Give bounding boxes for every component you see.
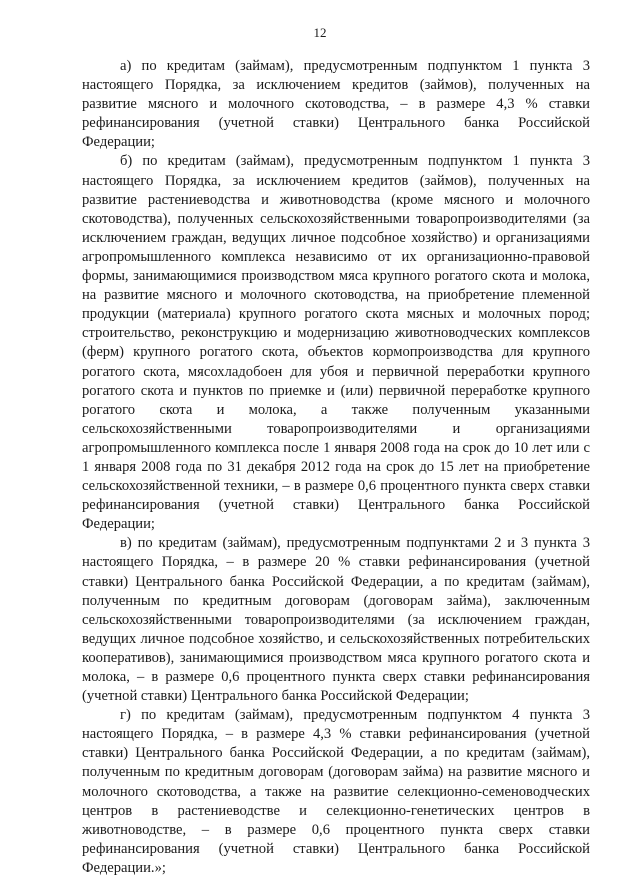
document-body (82, 57, 590, 878)
paragraph-a: а) по кредитам (займам), предусмотренным подпунктом 1 пункта 3 настоящего Порядка, за исключением кредитов (займов), полученных на развитие мясного и молочного скотоводства, – в размере 4,3 % ставки рефинансирования (учетной ставки) Центрального банка Российской Федерации; (82, 58, 590, 151)
paragraph-g: г) по кредитам (займам), предусмотренным подпунктом 4 пункта 3 настоящего Порядка, – в размере 4,3 % ставки рефинансирования (учетной ставки) Центрального банка Российской Федерации, а по кредитам (займам), полученным по кредитным договорам (договорам займа) на развитие мясного и молочного скотоводства, а также на развитие селекционно-семеноводческих центров в растениеводстве и селекционно-генетических центров в животноводстве, – в размере 0,6 процентного пункта сверх ставки рефинансирования (учетной ставки) Центрального банка Российской Федерации.»; (82, 707, 590, 876)
paragraph-b: б) по кредитам (займам), предусмотренным подпунктом 1 пункта 3 настоящего Порядка, за исключением кредитов (займов), полученных на развитие растениеводства и животноводства (кроме мясного и молочного скотоводства), полученных сельскохозяйственными товаропроизводителями (за исключением граждан, ведущих личное подсобное хозяйство) и организациями агропромышленного комплекса независимо от их организационно-правовой формы, занимающимися производством мяса крупного рогатого скота и молока, на развитие мясного и молочного скотоводства, на приобретение племенной продукции (материала) крупного рогатого скота мясных и молочных пород; строительство, реконструкцию и модернизацию животноводческих комплексов (ферм) крупного рогатого скота, объектов кормопроизводства для крупного рогатого скота, мясохладобоен для убоя и первичной переработки крупного рогатого скота и пунктов по приемке и (или) первичной переработке крупного рогатого скота и молока, а также полученным указанными сельскохозяйственными товаропроизводителями и организациями агропромышленного комплекса после 1 января 2008 года на срок до 10 лет или с 1 января 2008 года по 31 декабря 2012 года на срок до 15 лет на приобретение сельскохозяйственной техники, – в размере 0,6 процентного пункта сверх ставки рефинансирования (учетной ставки) Центрального банка Российской Федерации; (82, 153, 590, 533)
page-number: 12 (313, 25, 327, 40)
paragraph-v: в) по кредитам (займам), предусмотренным подпунктами 2 и 3 пункта 3 настоящего Порядка, – в размере 20 % ставки рефинансирования (учетной ставки) Центрального банка Российской Федерации, а по кредитам (займам), полученным по кредитным договорам (договорам займа), заключенным сельскохозяйственными товаропроизводителями (за исключением граждан, ведущих личное подсобное хозяйство, и сельскохозяйственных потребительских кооперативов), занимающимися производством мяса крупного рогатого скота и молока, – в размере 0,6 процентного пункта сверх ставки рефинансирования (учетной ставки) Центрального банка Российской Федерации; (82, 535, 590, 705)
